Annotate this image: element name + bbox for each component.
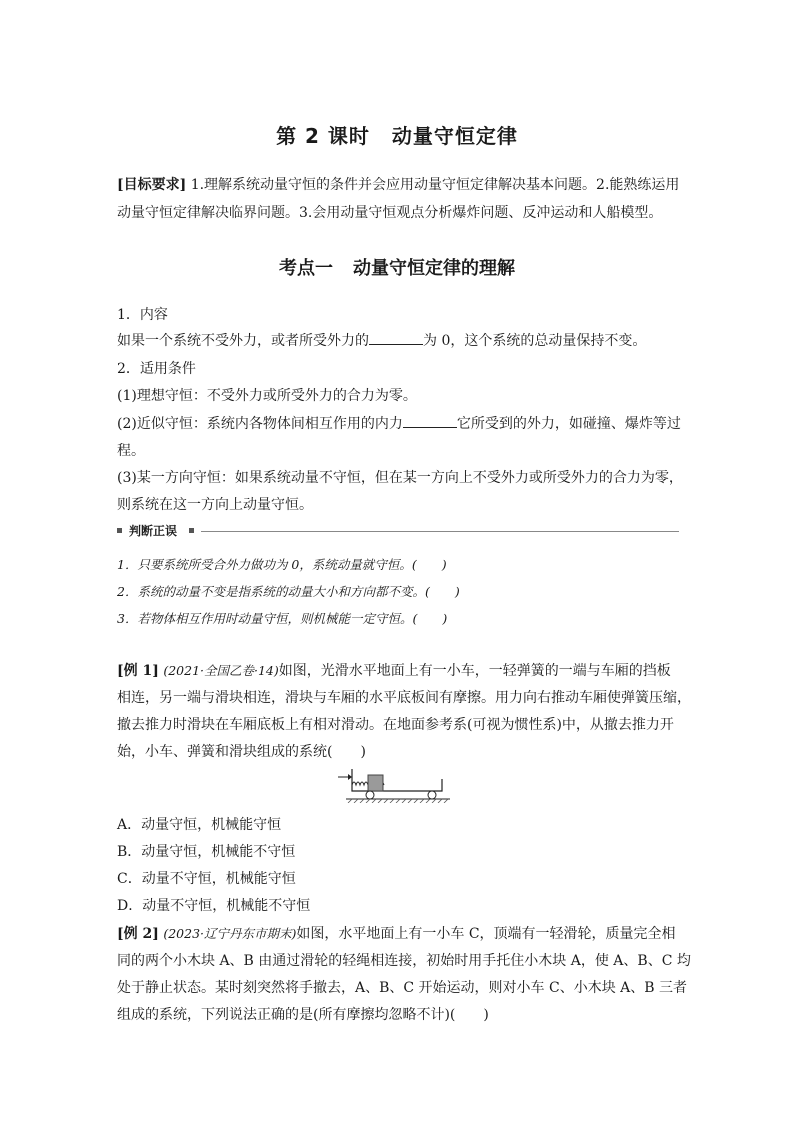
judge-section-bar [117, 522, 679, 542]
condition-3: (3)某一方向守恒：如果系统动量不守恒，但在某一方向上不受外力或所受外力的合力为零， [117, 470, 683, 486]
condition-2-cont: 程。 [117, 443, 145, 459]
example1-line-1: [例 1] (2021·全国乙卷·14)如图，光滑水平地面上有一小车，一轻弹簧的一端与车厢的挡板 [117, 663, 671, 679]
section-heading: 考点一 动量守恒定律的理解 [279, 258, 515, 279]
judge-item: 2．系统的动量不变是指系统的动量大小和方向都不变。( ) [117, 584, 460, 599]
example2-tag: [例 2] [117, 926, 159, 942]
example2-line-4: 组成的系统，下列说法正确的是(所有摩擦均忽略不计)( ) [117, 1007, 489, 1023]
bar-square-icon [117, 528, 122, 533]
example1-tag: [例 1] [117, 663, 159, 679]
condition-1: (1)理想守恒：不受外力或所受外力的合力为零。 [117, 388, 417, 404]
wheel-icon [366, 791, 374, 799]
option-b: B．动量守恒，机械能不守恒 [117, 844, 296, 860]
content-paragraph-1: 如果一个系统不受外力，或者所受外力的 为 0，这个系统的总动量保持不变。 [117, 333, 647, 349]
example1-source: (2021·全国乙卷·14) [163, 663, 279, 678]
example2-source: (2023·辽宁丹东市期末) [163, 926, 297, 941]
objectives-tag: [目标要求] [117, 177, 187, 193]
objectives-line-2: 动量守恒定律解决临界问题。3.会用动量守恒观点分析爆炸问题、反冲运动和人船模型。 [117, 205, 663, 221]
judge-item: 3．若物体相互作用时动量守恒，则机械能一定守恒。( ) [117, 611, 448, 626]
ground-hatch [348, 799, 448, 803]
fill-blank [369, 332, 423, 345]
cart-spring-figure [338, 767, 456, 803]
example2-line-3: 处于静止状态。某时刻突然将手撤去，A、B、C 开始运动，则对小车 C、小木块 A、B 三者 [117, 980, 688, 996]
option-c: C．动量不守恒，机械能守恒 [117, 871, 296, 887]
condition-3-cont: 则系统在这一方向上动量守恒。 [117, 497, 313, 513]
judge-item: 1．只要系统所受合外力做功为 0，系统动量就守恒。( ) [117, 557, 447, 572]
example2-line-2: 同的两个小木块 A、B 由通过滑轮的轻绳相连接，初始时用手托住小木块 A，使 A、B、C 均 [117, 953, 691, 969]
example1-line-2: 相连，另一端与滑块相连，滑块与车厢的水平底板间有摩擦。用力向右推动车厢使弹簧压缩， [117, 690, 691, 706]
example1-line-4: 始，小车、弹簧和滑块组成的系统( ) [117, 744, 366, 760]
wheel-icon [428, 791, 436, 799]
bar-square-icon [189, 528, 194, 533]
content-heading-2: 2．适用条件 [117, 361, 196, 377]
divider [201, 531, 679, 532]
lesson-title: 第 2 课时 动量守恒定律 [276, 124, 518, 148]
slider-block [368, 775, 383, 791]
condition-2: (2)近似守恒：系统内各物体间相互作用的内力 它所受到的外力，如碰撞、爆炸等过 [117, 416, 681, 432]
example1-line-3: 撤去推力时滑块在车厢底板上有相对滑动。在地面参考系(可视为惯性系)中，从撤去推力开 [117, 717, 674, 733]
content-heading-1: 1．内容 [117, 307, 168, 323]
objectives-line-1: [目标要求] 1.理解系统动量守恒的条件并会应用动量守恒定律解决基本问题。2.能熟练运用 [117, 177, 680, 193]
cart-body [352, 769, 442, 791]
option-a: A．动量守恒，机械能守恒 [117, 817, 282, 833]
example2-line-1: [例 2] (2023·辽宁丹东市期末)如图，水平地面上有一小车 C，顶端有一轻滑轮，质量完全相 [117, 926, 676, 942]
option-d: D．动量不守恒，机械能不守恒 [117, 898, 311, 914]
fill-blank [403, 415, 457, 428]
judge-label: 判断正误 [129, 524, 178, 538]
